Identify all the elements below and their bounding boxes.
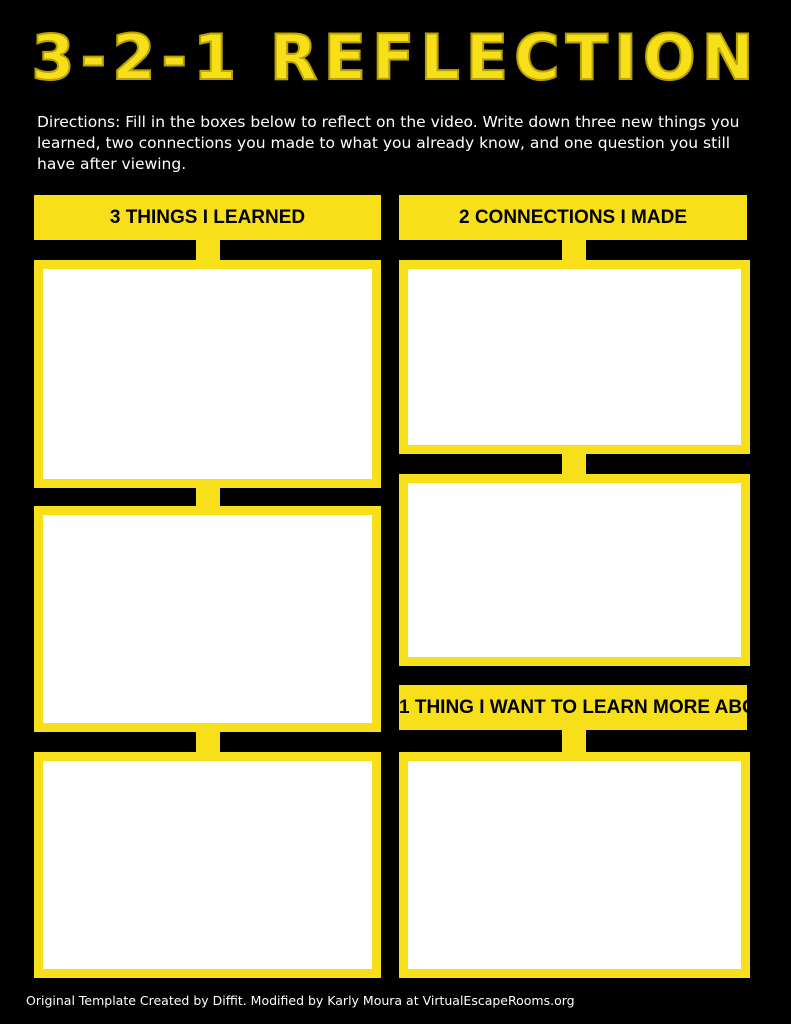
- learned-answer-box-1[interactable]: [34, 260, 381, 488]
- learned-answer-field-3[interactable]: [43, 761, 372, 969]
- connections-answer-field-1[interactable]: [408, 269, 741, 445]
- learned-answer-field-2[interactable]: [43, 515, 372, 723]
- connector: [196, 240, 220, 262]
- connections-answer-box-1[interactable]: [399, 260, 750, 454]
- connector: [562, 240, 586, 262]
- connector: [196, 730, 220, 754]
- learned-header: 3 THINGS I LEARNED: [34, 195, 381, 240]
- footer-credit: Original Template Created by Diffit. Modified by Karly Moura at VirtualEscapeRooms.org: [26, 993, 575, 1008]
- connections-answer-box-2[interactable]: [399, 474, 750, 666]
- connections-answer-field-2[interactable]: [408, 483, 741, 657]
- learned-answer-box-2[interactable]: [34, 506, 381, 732]
- directions-text: Directions: Fill in the boxes below to reflect on the video. Write down three new things you learned, two connections you made to what you already know, and one question you still have after viewing.: [37, 113, 740, 173]
- learn-more-header: 1 THING I WANT TO LEARN MORE ABOUT: [399, 685, 747, 730]
- connections-header: 2 CONNECTIONS I MADE: [399, 195, 747, 240]
- connector: [562, 452, 586, 476]
- learn-more-answer-field[interactable]: [408, 761, 741, 969]
- learn-more-answer-box[interactable]: [399, 752, 750, 978]
- page-title: 3-2-1 REFLECTION: [31, 21, 760, 94]
- learned-answer-box-3[interactable]: [34, 752, 381, 978]
- learned-answer-field-1[interactable]: [43, 269, 372, 479]
